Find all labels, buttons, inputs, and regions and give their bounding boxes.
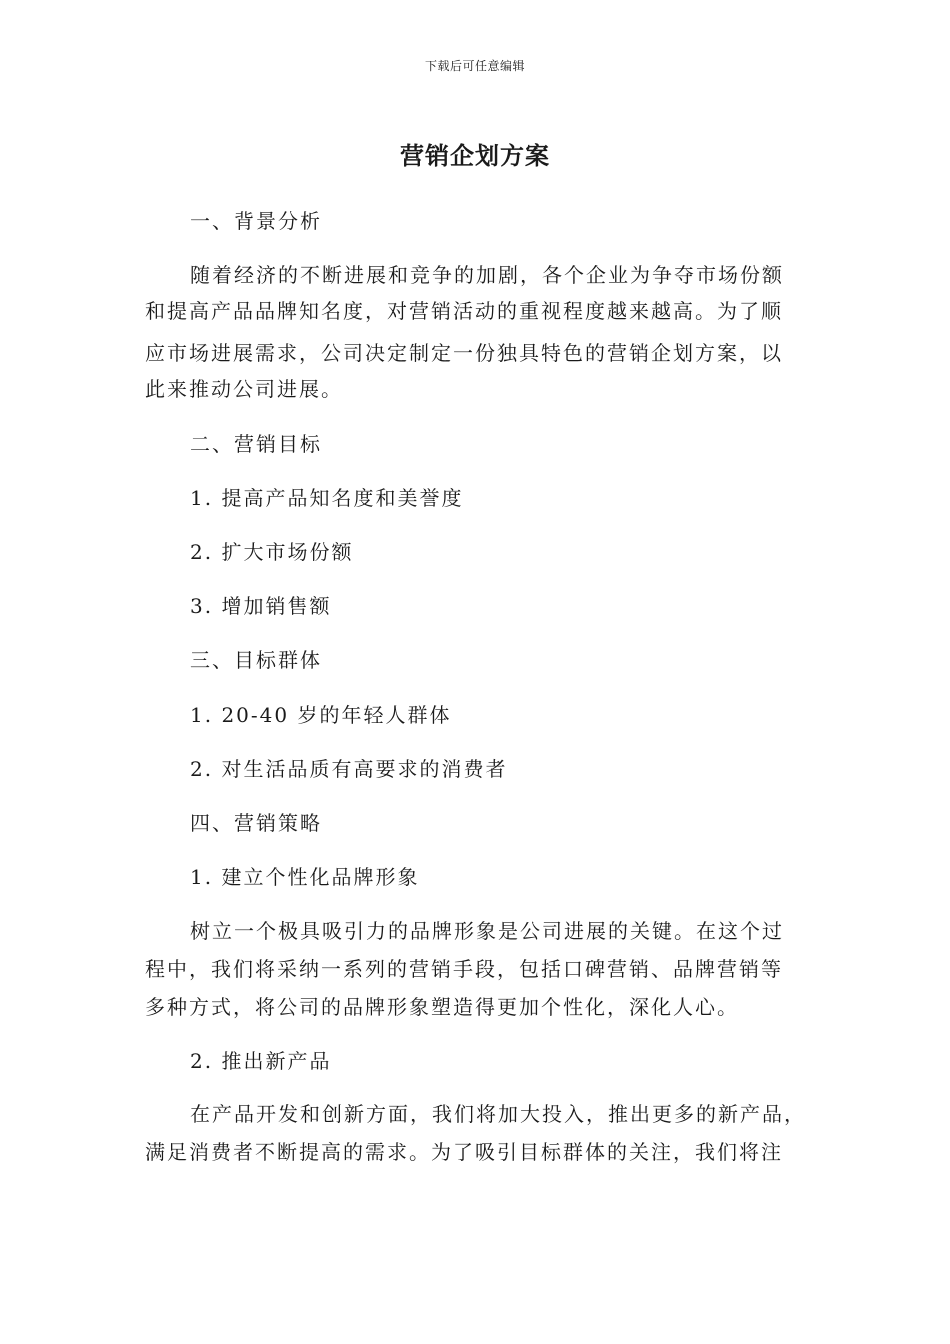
paragraph-line: 树立一个极具吸引力的品牌形象是公司进展的关键。在这个过 [190,919,784,943]
subsection-heading: 1. 建立个性化品牌形象 [190,865,420,889]
paragraph-line: 满足消费者不断提高的需求。为了吸引目标群体的关注，我们将注 [145,1140,783,1164]
paragraph-line: 多种方式，将公司的品牌形象塑造得更加个性化，深化人心。 [145,995,739,1019]
section-heading-background: 一、背景分析 [190,209,322,233]
list-item: 2. 对生活品质有高要求的消费者 [190,757,508,781]
paragraph-line: 此来推动公司进展。 [145,377,343,401]
paragraph-line: 应市场进展需求，公司决定制定一份独具特色的营销企划方案，以 [145,341,783,365]
header-note: 下载后可任意编辑 [424,59,525,73]
paragraph-line: 程中，我们将采纳一系列的营销手段，包括口碑营销、品牌营销等 [145,957,783,981]
section-heading-strategy: 四、营销策略 [190,811,322,835]
subsection-heading: 2. 推出新产品 [190,1049,332,1073]
section-heading-goals: 二、营销目标 [190,432,322,456]
list-item: 1. 提高产品知名度和美誉度 [190,486,464,510]
list-item: 1. 20-40 岁的年轻人群体 [190,703,452,727]
list-item: 3. 增加销售额 [190,594,332,618]
paragraph-line: 随着经济的不断进展和竞争的加剧，各个企业为争夺市场份额 [190,263,784,287]
paragraph-line: 在产品开发和创新方面，我们将加大投入，推出更多的新产品， [190,1102,806,1126]
list-item: 2. 扩大市场份额 [190,540,354,564]
document-title: 营销企划方案 [400,142,550,170]
paragraph-line: 和提高产品品牌知名度，对营销活动的重视程度越来越高。为了顺 [145,299,783,323]
section-heading-target-group: 三、目标群体 [190,648,322,672]
